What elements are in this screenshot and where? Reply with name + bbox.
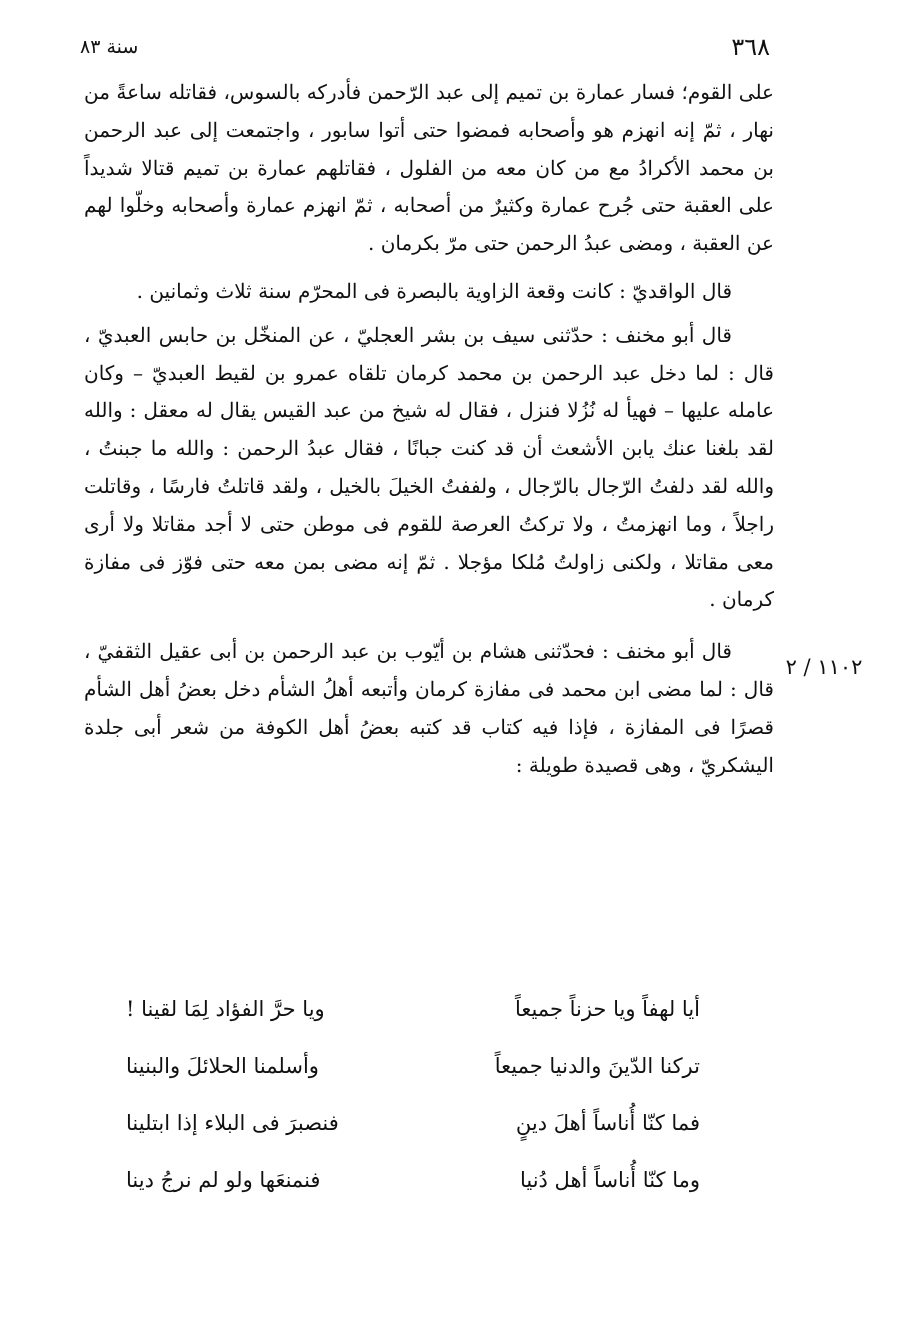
paragraph-battle-narrative: على القوم؛ فسار عمارة بن تميم إلى عبد الرّحمن فأدركه بالسوس، فقاتله ساعةً من نهار ، ثمّ إنه انهزم هو وأصحابه فمضوا حتى أتوا سابور ، واجتمعت إلى عبد الرحمن بن محمد الأكرادُ مع من كان معه من الفلول ، فقاتلهم عمارة بن تميم قتالا شديداً على العقبة حتى جُرح عمارة وكثيرٌ من أصحابه ، ثمّ انهزم عمارة وأصحابه وخلّوا لهم عن العقبة ، ومضى عبدُ الرحمن حتى مرّ بكرمان .: [84, 80, 774, 256]
verse-second-hemistich: ويا حرَّ الفؤاد لِمَا لقينا !: [126, 996, 325, 1021]
poem-verse: [126, 1037, 700, 1094]
page-number: ٣٦٨: [731, 33, 770, 61]
verse-second-hemistich: فنمنعَها ولو لم نرجُ دينا: [126, 1167, 321, 1192]
running-head: سنة ٨٣: [80, 36, 139, 58]
verse-first-hemistich: أيا لهفاً ويا حزناً جميعاً: [514, 996, 700, 1021]
paragraph-abu-mikhnaf-1: قال أبو مخنف : حدّثنى سيف بن بشر العجليّ ، عن المنخّل بن حابس العبديّ ، قال : لما دخل عبد الرحمن بن محمد كرمان تلقاه عمرو بن لقيط العبديّ – وكان عامله عليها – فهيأ له نُزُلا فنزل ، فقال له شيخ من عبد القيس يقال له معقل : والله لقد بلغنا عنك يابن الأشعث أن قد كنت جبانًا ، فقال عبدُ الرحمن : والله ما جبنتُ ، والله لقد دلفتُ الرّجال بالرّجال ، ولففتُ الخيلَ بالخيل ، ولقد قاتلتُ فارسًا ، وقاتلت راجلاً ، وما انهزمتُ ، ولا تركتُ العرصة للقوم فى موطن حتى لا أجد مقاتلا ولا أرى معى مقاتلا ، ولكنى زاولتُ مُلكا مؤجلا . ثمّ إنه مضى بمن معه حتى فوّز فى مفازة كرمان .: [84, 322, 774, 612]
verse-second-hemistich: فنصبرَ فى البلاء إذا ابتلينا: [126, 1110, 339, 1135]
verse-first-hemistich: تركنا الدّينَ والدنيا جميعاً: [494, 1053, 700, 1078]
paragraph-waqidi: قال الواقديّ : كانت وقعة الزاوية بالبصرة فى المحرّم سنة ثلاث وثمانين .: [136, 278, 732, 303]
page-header: [80, 30, 770, 64]
poem-verse: [126, 1094, 700, 1151]
poem-verse: [126, 1151, 700, 1208]
verse-first-hemistich: وما كنّا أُناساً أهل دُنيا: [519, 1167, 700, 1192]
margin-reference: ١١٠٢ / ٢: [785, 655, 863, 679]
main-text: [84, 74, 774, 784]
paragraph-abu-mikhnaf-2: قال أبو مخنف : فحدّثنى هشام بن أيّوب بن عبد الرحمن بن أبى عقيل الثقفيّ ، قال : لما مضى ابن محمد فى مفازة كرمان وأتبعه أهلُ الشأم دخل بعضُ أهل الشأم قصرًا فى المفازة ، فإذا فيه كتاب قد كتبه بعضُ أهل الكوفة من شعر أبى جلدة اليشكريّ ، وهى قصيدة طويلة :: [84, 639, 774, 777]
poem-verse: [126, 980, 700, 1037]
verse-first-hemistich: فما كنّا أُناساً أهلَ دينٍ: [515, 1110, 700, 1135]
verse-second-hemistich: وأسلمنا الحلائلَ والبنينا: [126, 1053, 319, 1078]
poem: [126, 980, 700, 1208]
